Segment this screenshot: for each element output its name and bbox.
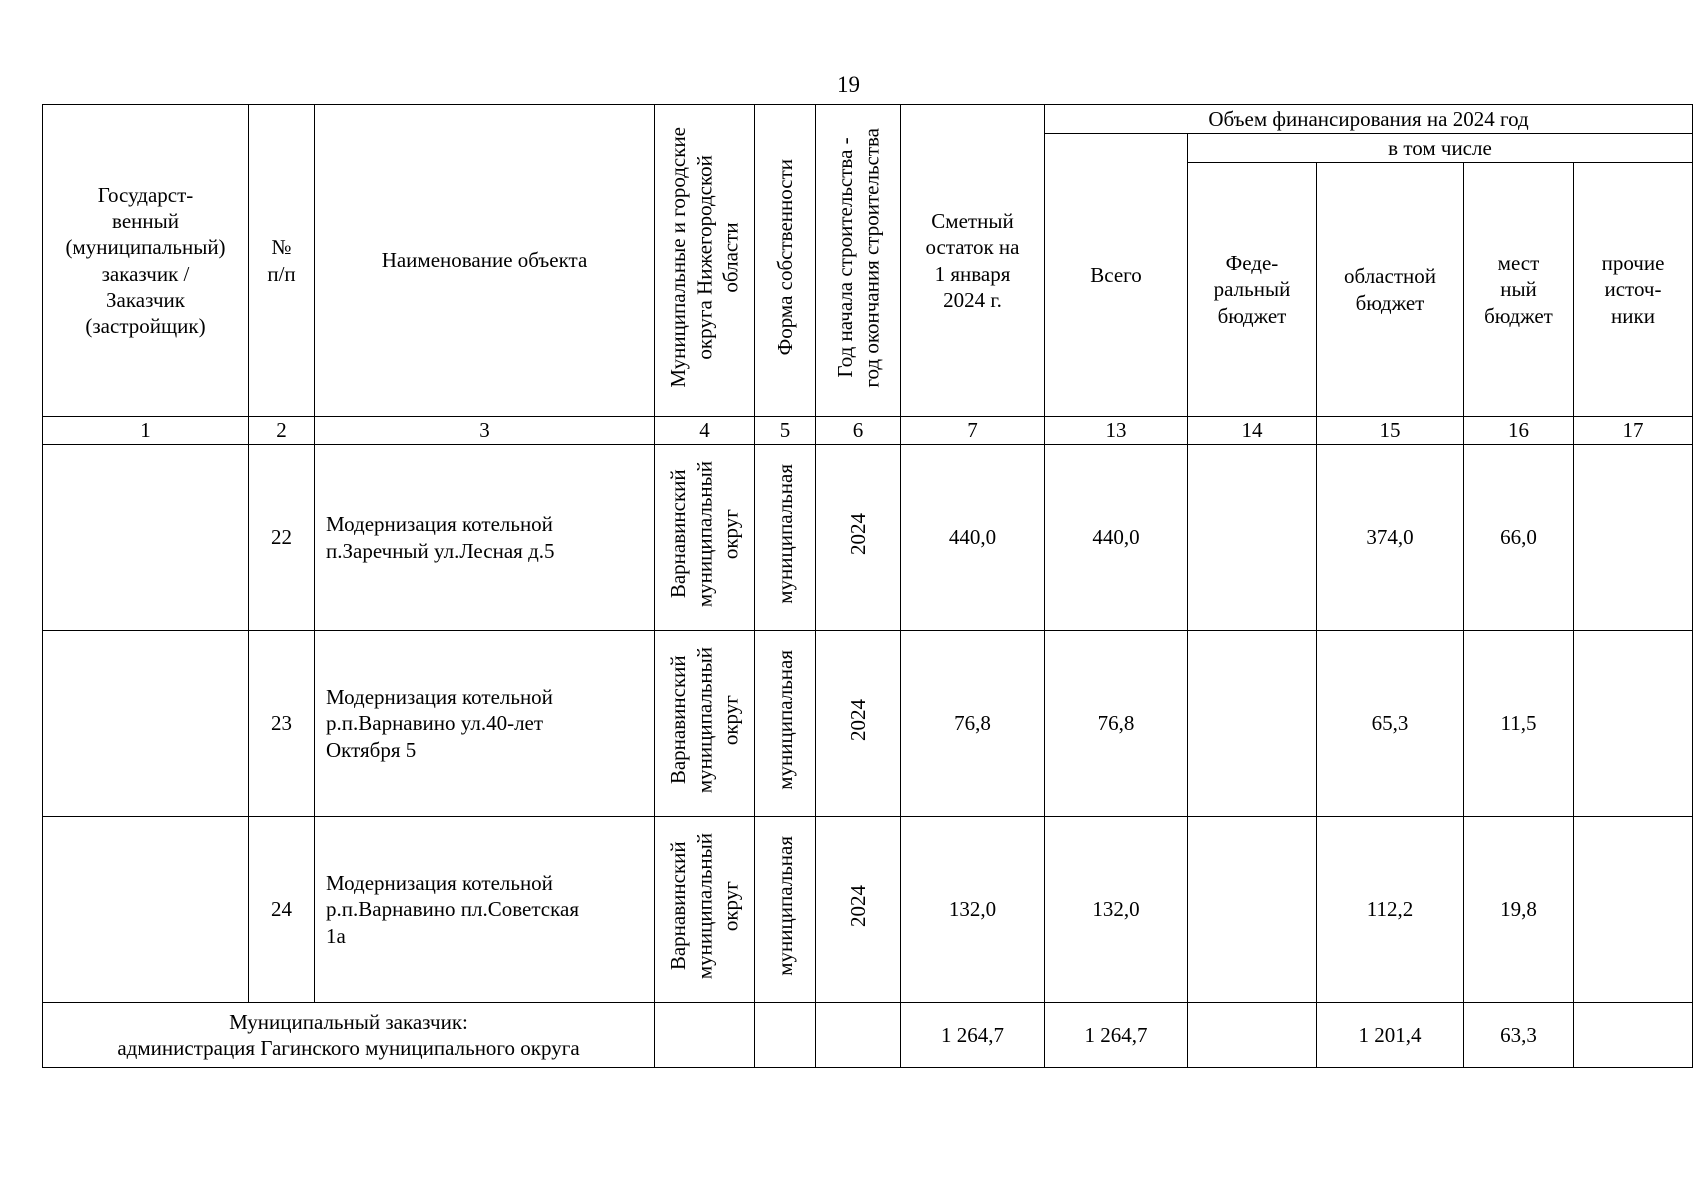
object-name-line: Модернизация котельной	[326, 871, 553, 896]
municipality-text	[665, 461, 744, 607]
cell-ownership	[755, 817, 816, 1003]
column-numbers-row	[43, 417, 1693, 445]
cell-municipality	[655, 1003, 755, 1068]
ownership-text: муниципальная	[772, 650, 797, 791]
header-municipality-line: области	[718, 222, 743, 293]
cell-customer	[43, 631, 249, 817]
table-row	[43, 631, 1693, 817]
cell-estimate: 440,0	[901, 445, 1045, 631]
cell-federal	[1188, 445, 1317, 631]
header-local-line: бюджет	[1484, 303, 1553, 328]
cell-number: 22	[249, 445, 315, 631]
cell-federal	[1188, 817, 1317, 1003]
municipality-line: округ	[718, 881, 743, 932]
municipality-line: муниципальный	[692, 461, 717, 608]
object-name-line: р.п.Варнавино пл.Советская	[326, 897, 579, 922]
object-name-line: Октября 5	[326, 737, 417, 762]
cell-local: 63,3	[1464, 1003, 1574, 1068]
cell-estimate: 132,0	[901, 817, 1045, 1003]
header-including: в том числе	[1188, 134, 1693, 163]
cell-regional: 374,0	[1317, 445, 1464, 631]
column-number: 6	[816, 417, 901, 445]
cell-years	[816, 631, 901, 817]
object-name-line: 1а	[326, 923, 346, 948]
municipality-line: Варнавинский	[666, 655, 691, 785]
header-object-name-text: Наименование объекта	[381, 248, 588, 273]
header-number-line: п/п	[267, 261, 296, 286]
header-regional	[1317, 163, 1464, 417]
ownership-text: муниципальная	[772, 836, 797, 977]
cell-other	[1574, 817, 1693, 1003]
municipality-text	[665, 833, 744, 979]
header-years-line: Год начала строительства -	[832, 137, 857, 378]
cell-customer	[43, 817, 249, 1003]
municipality-line: Варнавинский	[666, 841, 691, 971]
header-years	[816, 105, 901, 417]
header-customer	[43, 105, 249, 417]
header-customer-line: Заказчик	[106, 287, 185, 312]
object-name-line: Модернизация котельной	[326, 512, 553, 537]
cell-municipality	[655, 631, 755, 817]
header-customer-line: (муниципальный)	[65, 235, 226, 260]
header-local	[1464, 163, 1574, 417]
cell-ownership	[755, 1003, 816, 1068]
cell-ownership	[755, 631, 816, 817]
object-name-line: Модернизация котельной	[326, 685, 553, 710]
header-funding-title: Объем финансирования на 2024 год	[1045, 105, 1693, 134]
column-number: 1	[43, 417, 249, 445]
cell-other	[1574, 445, 1693, 631]
years-text: 2024	[845, 513, 870, 556]
total-label-line: Муниципальный заказчик:	[229, 1009, 468, 1034]
cell-federal	[1188, 1003, 1317, 1068]
header-federal	[1188, 163, 1317, 417]
cell-years	[816, 1003, 901, 1068]
column-number: 15	[1317, 417, 1464, 445]
cell-number: 23	[249, 631, 315, 817]
total-label-line: администрация Гагинского муниципального округа	[117, 1036, 580, 1060]
column-number: 13	[1045, 417, 1188, 445]
column-number: 7	[901, 417, 1045, 445]
header-other-line: прочие	[1601, 251, 1665, 276]
cell-federal	[1188, 631, 1317, 817]
cell-estimate: 1 264,7	[901, 1003, 1045, 1068]
cell-regional: 1 201,4	[1317, 1003, 1464, 1068]
header-other	[1574, 163, 1693, 417]
cell-years	[816, 445, 901, 631]
municipality-line: муниципальный	[692, 647, 717, 794]
municipality-line: округ	[718, 695, 743, 746]
total-row	[43, 1003, 1693, 1068]
cell-number: 24	[249, 817, 315, 1003]
header-municipality-line: Муниципальные и городские	[666, 127, 691, 388]
header-estimate	[901, 105, 1045, 417]
column-number: 2	[249, 417, 315, 445]
header-customer-line: венный	[112, 209, 179, 233]
header-number-line: №	[271, 235, 292, 260]
header-federal-line: ральный	[1213, 277, 1291, 302]
column-number: 14	[1188, 417, 1317, 445]
cell-other	[1574, 631, 1693, 817]
municipality-line: Варнавинский	[666, 469, 691, 599]
header-years-line: год окончания строительства	[859, 127, 883, 388]
header-regional-line: бюджет	[1355, 290, 1425, 315]
cell-total: 132,0	[1045, 817, 1188, 1003]
header-municipality	[655, 105, 755, 417]
municipality-line: муниципальный	[692, 833, 717, 980]
column-number: 17	[1574, 417, 1693, 445]
cell-other	[1574, 1003, 1693, 1068]
ownership-text: муниципальная	[772, 464, 797, 605]
header-years-text	[832, 128, 885, 388]
header-municipality-text	[665, 127, 744, 388]
cell-regional: 112,2	[1317, 817, 1464, 1003]
header-estimate-line: 2024 г.	[943, 287, 1002, 312]
header-customer-line: заказчик /	[101, 261, 190, 286]
table-row	[43, 817, 1693, 1003]
header-local-line: мест	[1497, 251, 1540, 276]
header-federal-line: Феде-	[1225, 251, 1279, 276]
column-number: 16	[1464, 417, 1574, 445]
object-name-line: п.Заречный ул.Лесная д.5	[326, 538, 555, 563]
cell-local: 66,0	[1464, 445, 1574, 631]
cell-object-name	[315, 631, 655, 817]
header-other-line: ники	[1611, 303, 1655, 328]
cell-object-name	[315, 817, 655, 1003]
cell-estimate: 76,8	[901, 631, 1045, 817]
cell-municipality	[655, 817, 755, 1003]
cell-total: 440,0	[1045, 445, 1188, 631]
header-estimate-line: остаток на	[925, 235, 1020, 260]
header-ownership	[755, 105, 816, 417]
municipality-line: округ	[718, 509, 743, 560]
cell-total: 76,8	[1045, 631, 1188, 817]
cell-local: 19,8	[1464, 817, 1574, 1003]
cell-ownership	[755, 445, 816, 631]
header-number	[249, 105, 315, 417]
cell-total: 1 264,7	[1045, 1003, 1188, 1068]
column-number: 4	[655, 417, 755, 445]
header-object-name	[315, 105, 655, 417]
cell-local: 11,5	[1464, 631, 1574, 817]
header-customer-line: (застройщик)	[85, 314, 206, 338]
financing-table	[42, 104, 1693, 1068]
table-row	[43, 445, 1693, 631]
cell-municipality	[655, 445, 755, 631]
cell-total-label	[43, 1003, 655, 1068]
cell-years	[816, 817, 901, 1003]
cell-object-name	[315, 445, 655, 631]
header-customer-line: Государст-	[97, 182, 194, 207]
municipality-text	[665, 647, 744, 793]
cell-regional: 65,3	[1317, 631, 1464, 817]
header-ownership-text: Форма собственности	[772, 159, 797, 356]
header-estimate-line: Сметный	[931, 209, 1014, 233]
object-name-line: р.п.Варнавино ул.40-лет	[326, 711, 544, 736]
header-total: Всего	[1045, 134, 1188, 417]
header-municipality-line: округа Нижегородской	[692, 155, 717, 360]
header-local-line: ный	[1500, 277, 1537, 302]
header-other-line: источ-	[1604, 277, 1662, 302]
page-number: 19	[837, 72, 860, 97]
column-number: 5	[755, 417, 816, 445]
header-estimate-line: 1 января	[934, 261, 1011, 286]
years-text: 2024	[845, 885, 870, 928]
header-federal-line: бюджет	[1217, 303, 1287, 328]
column-number: 3	[315, 417, 655, 445]
cell-customer	[43, 445, 249, 631]
years-text: 2024	[845, 699, 870, 742]
header-regional-line: областной	[1344, 264, 1436, 289]
